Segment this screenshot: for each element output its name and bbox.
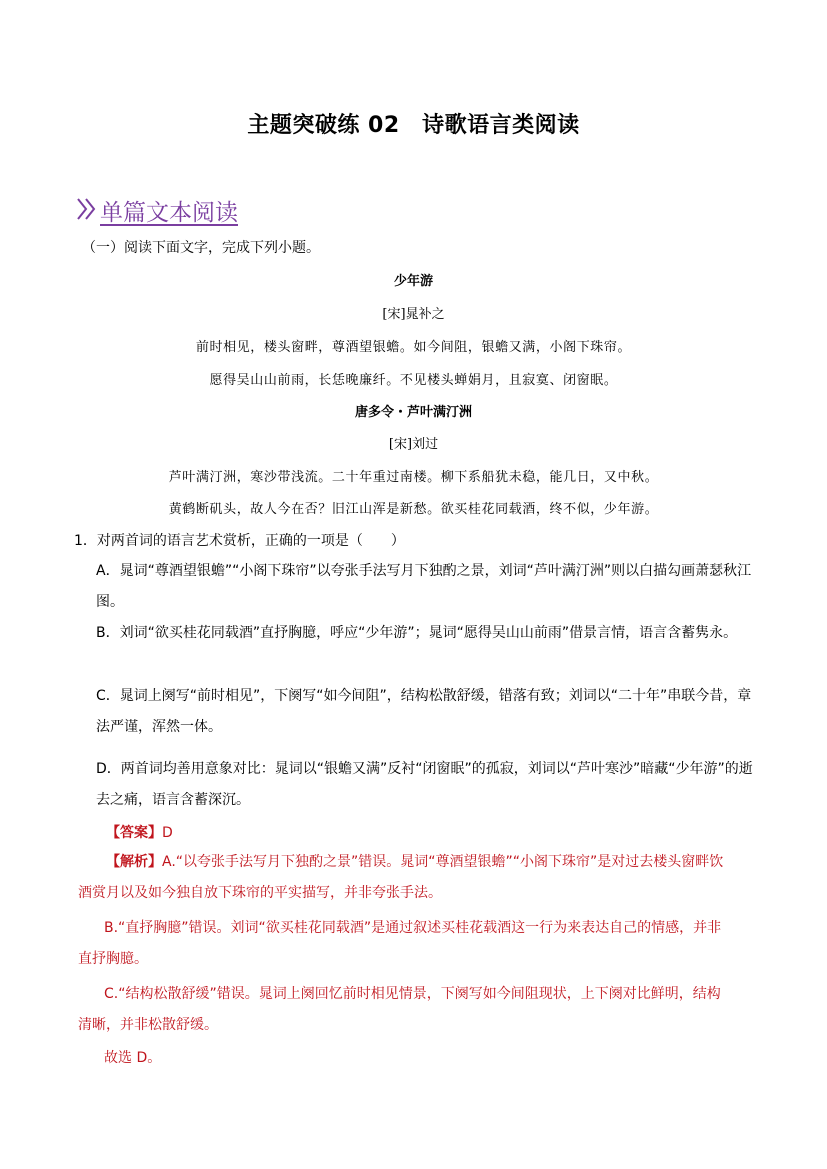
poem1-line: 前时相见，楼头窗畔，尊酒望银蟾。如今间阻，银蟾又满，小阁下珠帘。 bbox=[195, 340, 632, 355]
poem1-author: [宋]晁补之 bbox=[382, 307, 445, 322]
instructions: （一）阅读下面文字，完成下列小题。 bbox=[82, 240, 320, 256]
question-stem: 1．对两首词的语言艺术赏析，正确的一项是（ ） bbox=[74, 533, 405, 549]
analysis-label: 【解析】 bbox=[106, 854, 162, 870]
analysis-paragraph: C.“结构松散舒缓”错误。晁词上阕回忆前时相见情景，下阕写如今间阻现状，上下阕对比鲜明，结构清晰，并非松散舒缓。 bbox=[78, 986, 721, 1033]
answer-label: 【答案】 bbox=[106, 825, 162, 841]
double-chevron-icon bbox=[76, 196, 98, 222]
poem2-line: 芦叶满汀洲，寒沙带浅流。二十年重过南楼。柳下系船犹未稳，能几日，又中秋。 bbox=[168, 470, 659, 485]
option-a: A．晁词“尊酒望银蟾”“小阁下珠帘”以夸张手法写月下独酌之景，刘词“芦叶满汀洲”则以白描勾画萧瑟秋江图。 bbox=[96, 563, 752, 610]
answer-line bbox=[106, 822, 173, 842]
analysis-paragraph bbox=[78, 847, 728, 909]
poem2-title: 唐多令・芦叶满汀洲 bbox=[354, 405, 472, 420]
analysis-conclusion: 故选 D。 bbox=[104, 1050, 162, 1066]
poem1-line: 愿得吴山山前雨，长恁晚廉纤。不见楼头蝉娟月，且寂寞、闭窗眠。 bbox=[209, 373, 618, 388]
poem2-line: 黄鹤断矶头，故人今在否？旧江山浑是新愁。欲买桂花同载酒，终不似，少年游。 bbox=[168, 502, 659, 517]
option-b: B．刘词“欲买桂花同载酒”直抒胸臆，呼应“少年游”；晁词“愿得吴山山前雨”借景言情，语言含蓄隽永。 bbox=[96, 625, 738, 641]
answer-value: D bbox=[162, 825, 173, 841]
analysis-paragraph: B.“直抒胸臆”错误。刘词“欲买桂花同载酒”是通过叙述买桂花载酒这一行为来表达自己的情感，并非直抒胸臆。 bbox=[78, 920, 722, 967]
option-c: C．晁词上阕写“前时相见”，下阕写“如今间阻”，结构松散舒缓，错落有致；刘词以“二十年”串联今昔，章法严谨，浑然一体。 bbox=[96, 688, 752, 735]
analysis-text: A.“以夸张手法写月下独酌之景”错误。晁词“尊酒望银蟾”“小阁下珠帘”是对过去楼头窗畔饮酒赏月以及如今独自放下珠帘的平实描写，并非夸张手法。 bbox=[78, 854, 724, 901]
section-heading: 单篇文本阅读 bbox=[100, 200, 238, 226]
poem2-author: [宋]刘过 bbox=[388, 437, 439, 452]
page-title: 主题突破练 02 诗歌语言类阅读 bbox=[247, 113, 580, 138]
option-d: D．两首词均善用意象对比：晁词以“银蟾又满”反衬“闭窗眠”的孤寂，刘词以“芦叶寒沙”暗藏“少年游”的逝去之痛，语言含蓄深沉。 bbox=[96, 761, 753, 808]
poem1-title: 少年游 bbox=[393, 274, 433, 289]
